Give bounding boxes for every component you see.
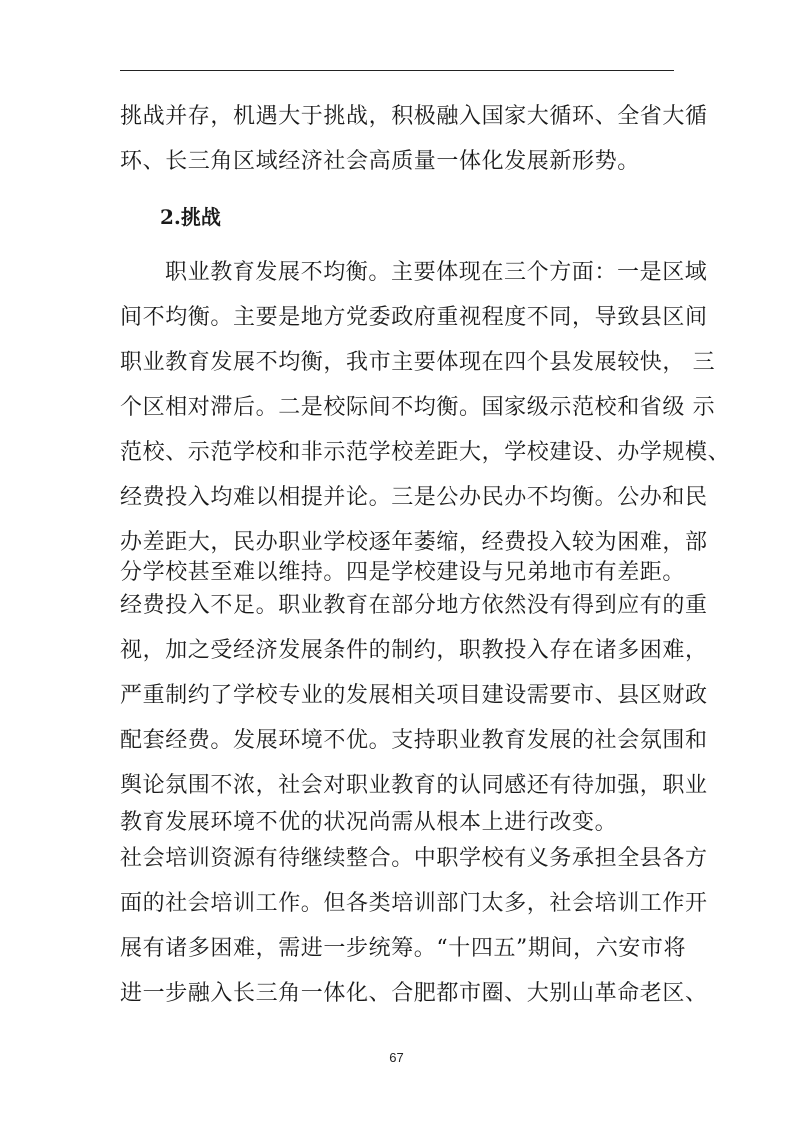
- text-line: 范校、示范学校和非示范学校差距大，学校建设、办学规模、: [120, 440, 731, 465]
- text-line: 展有诸多困难，需进一步统筹。“十四五”期间，六安市将: [120, 936, 687, 961]
- text-line: 舆论氛围不浓，社会对职业教育的认同感还有待加强，职业: [120, 773, 708, 798]
- text-line: 办差距大，民办职业学校逐年萎缩，经费投入较为困难，部: [120, 530, 708, 555]
- text-line: 个区相对滞后。二是校际间不均衡。国家级示范校和省级 示: [120, 395, 716, 420]
- text-line: 经费投入均难以相提并论。三是公办民办不均衡。公办和民: [120, 485, 708, 510]
- text-line: 进一步融入长三角一体化、合肥都市圈、大别山革命老区、: [120, 981, 708, 1006]
- section-heading: 2.挑战: [160, 205, 221, 229]
- text-line: 环、长三角区域经济社会高质量一体化发展新形势。: [120, 149, 640, 174]
- text-line: 配套经费。发展环境不优。支持职业教育发展的社会氛围和: [120, 728, 708, 753]
- text-line: 分学校甚至难以维持。四是学校建设与兄弟地市有差距。: [120, 560, 686, 585]
- paragraph-first-line: 职业教育发展不均衡。主要体现在三个方面：一是区域: [165, 260, 708, 285]
- text-line: 挑战并存，机遇大于挑战，积极融入国家大循环、全省大循: [120, 104, 708, 129]
- text-line: 社会培训资源有待继续整合。中职学校有义务承担全县各方: [120, 846, 708, 871]
- page-number: 67: [389, 1050, 404, 1065]
- text-line: 间不均衡。主要是地方党委政府重视程度不同，导致县区间: [120, 305, 708, 330]
- text-line: 面的社会培训工作。但各类培训部门太多，社会培训工作开: [120, 891, 708, 916]
- text-line: 视，加之受经济发展条件的制约，职教投入存在诸多困难，: [120, 638, 708, 663]
- text-line: 严重制约了学校专业的发展相关项目建设需要市、县区财政: [120, 683, 708, 708]
- text-line: 教育发展环境不优的状况尚需从根本上进行改变。: [120, 810, 618, 835]
- text-line: 经费投入不足。职业教育在部分地方依然没有得到应有的重: [120, 593, 708, 618]
- text-line: 职业教育发展不均衡，我市主要体现在四个县发展较快， 三: [120, 350, 716, 375]
- header-rule: [120, 70, 674, 71]
